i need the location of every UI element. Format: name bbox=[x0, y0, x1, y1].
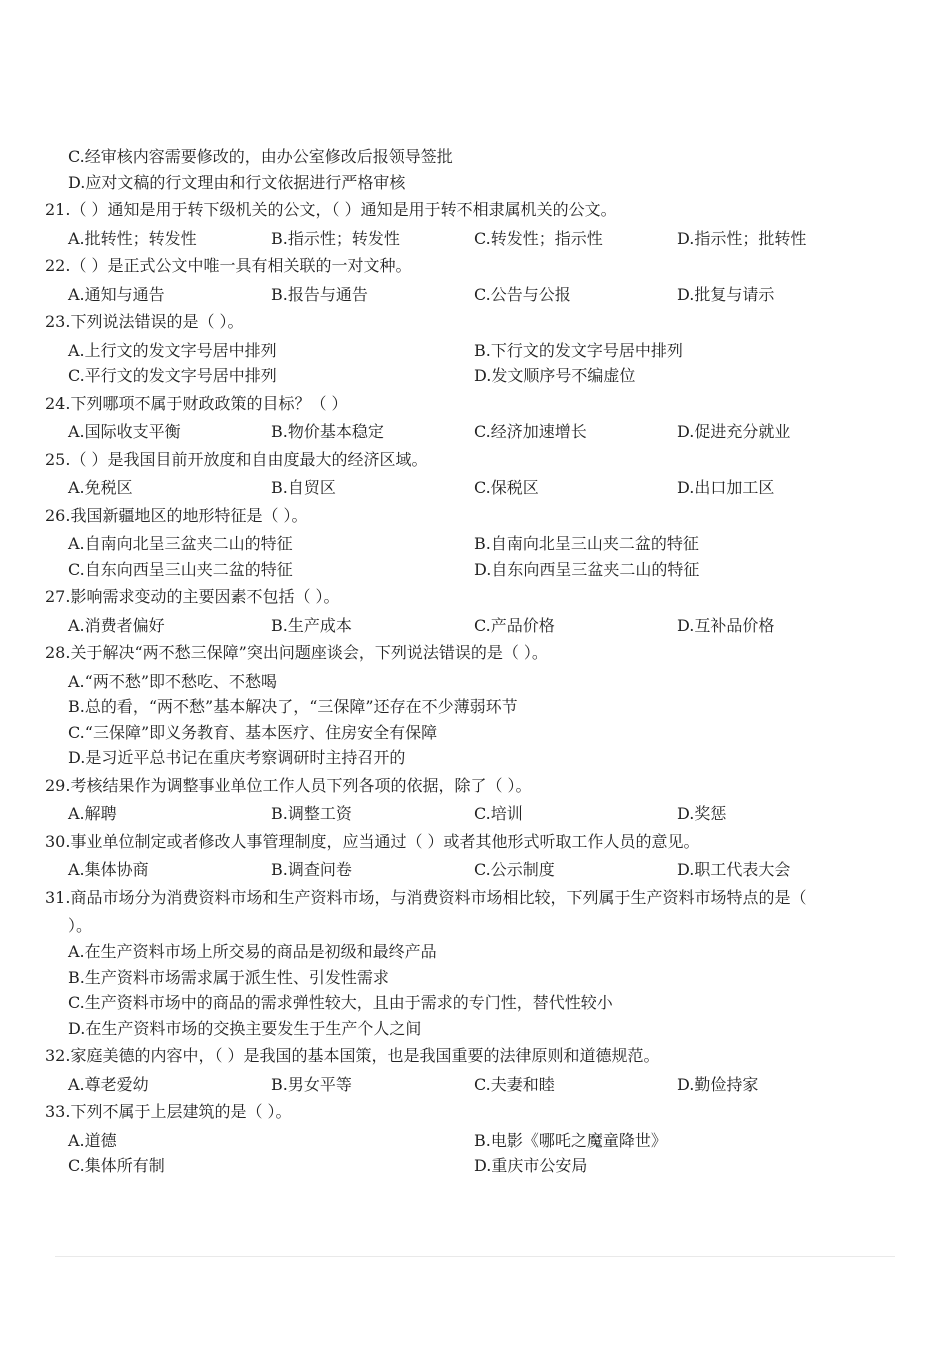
option-a: A.尊老爱幼 bbox=[68, 1074, 149, 1094]
option-row bbox=[0, 282, 950, 308]
option-d: D.是习近平总书记在重庆考察调研时主持召开的 bbox=[68, 748, 406, 767]
option-d: D.批复与请示 bbox=[677, 284, 775, 304]
option-row bbox=[0, 965, 950, 991]
question-stem bbox=[0, 582, 950, 613]
option: D.应对文稿的行文理由和行文依据进行严格审核 bbox=[68, 172, 406, 192]
option-row bbox=[0, 990, 950, 1016]
option-d: D.重庆市公安局 bbox=[474, 1156, 588, 1175]
option-d: D.指示性；批转性 bbox=[677, 228, 807, 248]
question-stem bbox=[0, 827, 950, 858]
question-stem bbox=[0, 1041, 950, 1072]
option-d: D.勤俭持家 bbox=[677, 1074, 759, 1094]
option-row bbox=[0, 669, 950, 695]
question-text: 25.（ ）是我国目前开放度和自由度最大的经济区域。 bbox=[45, 449, 428, 469]
option-d: D.促进充分就业 bbox=[677, 422, 791, 441]
option-row bbox=[0, 1016, 950, 1042]
question-text: 29.考核结果作为调整事业单位工作人员下列各项的依据，除了（ ）。 bbox=[45, 775, 532, 795]
option-row bbox=[0, 613, 950, 639]
option-row bbox=[0, 857, 950, 883]
option-row bbox=[0, 801, 950, 827]
option-a: A.上行文的发文字号居中排列 bbox=[68, 340, 277, 360]
option-c: C.转发性；指示性 bbox=[474, 228, 603, 248]
question-text: 28.关于解决“两不愁三保障”突出问题座谈会，下列说法错误的是（ ）。 bbox=[45, 643, 548, 662]
option-row bbox=[0, 720, 950, 746]
option-b: B.男女平等 bbox=[271, 1074, 352, 1094]
option-row bbox=[0, 475, 950, 501]
option-row bbox=[0, 226, 950, 252]
option-row bbox=[0, 363, 950, 389]
option-row bbox=[0, 419, 950, 445]
option-c: C.集体所有制 bbox=[68, 1156, 165, 1175]
option-c: C.公示制度 bbox=[474, 860, 555, 879]
option-d: D.发文顺序号不编虚位 bbox=[474, 366, 636, 385]
option-row bbox=[0, 1128, 950, 1154]
option-a: A.国际收支平衡 bbox=[68, 422, 181, 441]
option-b: B.物价基本稳定 bbox=[271, 422, 384, 441]
option-c: C.保税区 bbox=[474, 478, 539, 497]
question-stem bbox=[0, 638, 950, 669]
option-row bbox=[0, 745, 950, 771]
question-stem bbox=[0, 501, 950, 532]
option-row bbox=[0, 531, 950, 557]
option-b: B.生产成本 bbox=[271, 615, 352, 635]
option-row bbox=[0, 694, 950, 720]
option: C.经审核内容需要修改的，由办公室修改后报领导签批 bbox=[68, 147, 453, 166]
option-c: C.培训 bbox=[474, 804, 523, 823]
option-d: D.互补品价格 bbox=[677, 615, 775, 635]
question-text: 21.（ ）通知是用于转下级机关的公文，（ ）通知是用于转不相隶属机关的公文。 bbox=[45, 200, 617, 219]
option-d: D.在生产资料市场的交换主要发生于生产个人之间 bbox=[68, 1018, 422, 1038]
option-row bbox=[0, 1153, 950, 1179]
option-c: C.夫妻和睦 bbox=[474, 1074, 555, 1094]
question-stem bbox=[0, 1097, 950, 1128]
question-stem bbox=[0, 195, 950, 226]
question-text: 23.下列说法错误的是（ ）。 bbox=[45, 312, 244, 331]
option-b: B.报告与通告 bbox=[271, 284, 368, 304]
option-b: B.指示性；转发性 bbox=[271, 228, 400, 248]
question-text: 30.事业单位制定或者修改人事管理制度，应当通过（ ）或者其他形式听取工作人员的意见。 bbox=[45, 831, 700, 851]
question-stem bbox=[0, 771, 950, 802]
option-a: A.批转性；转发性 bbox=[68, 228, 197, 248]
option-a: A.自南向北呈三盆夹二山的特征 bbox=[68, 534, 293, 553]
option-d: D.出口加工区 bbox=[677, 478, 775, 497]
question-stem bbox=[0, 389, 950, 420]
option-b: B.电影《哪吒之魔童降世》 bbox=[474, 1130, 667, 1150]
option-a: A.消费者偏好 bbox=[68, 615, 165, 635]
option-d: D.奖惩 bbox=[677, 804, 727, 823]
option-c: C.公告与公报 bbox=[474, 284, 571, 304]
option-c: C.“三保障”即义务教育、基本医疗、住房安全有保障 bbox=[68, 722, 438, 742]
option-a: A.通知与通告 bbox=[68, 284, 165, 304]
question-stem-continued bbox=[0, 913, 950, 939]
option-b: B.生产资料市场需求属于派生性、引发性需求 bbox=[68, 967, 389, 987]
question-text-continued: ）。 bbox=[68, 916, 93, 935]
option-b: B.总的看，“两不愁”基本解决了，“三保障”还存在不少薄弱环节 bbox=[68, 697, 518, 716]
option-b: B.下行文的发文字号居中排列 bbox=[474, 340, 683, 360]
option-b: B.调查问卷 bbox=[271, 860, 352, 879]
option-row bbox=[0, 144, 950, 170]
option-d: D.自东向西呈三盆夹二山的特征 bbox=[474, 559, 700, 579]
option-a: A.免税区 bbox=[68, 478, 133, 497]
option-row bbox=[0, 939, 950, 965]
option-c: C.生产资料市场中的商品的需求弹性较大，且由于需求的专门性，替代性较小 bbox=[68, 993, 613, 1012]
option-row bbox=[0, 1072, 950, 1098]
option-a: A.道德 bbox=[68, 1130, 117, 1150]
footer-divider bbox=[55, 1256, 895, 1257]
question-text: 31.商品市场分为消费资料市场和生产资料市场，与消费资料市场相比较，下列属于生产资料市场特点的是（ bbox=[45, 887, 807, 907]
question-text: 24.下列哪项不属于财政政策的目标？（ ） bbox=[45, 393, 348, 413]
option-c: C.经济加速增长 bbox=[474, 422, 587, 441]
question-stem bbox=[0, 445, 950, 476]
question-list bbox=[0, 144, 950, 1179]
option-c: C.产品价格 bbox=[474, 615, 555, 635]
option-a: A.集体协商 bbox=[68, 860, 149, 879]
question-text: 33.下列不属于上层建筑的是（ ）。 bbox=[45, 1102, 292, 1121]
question-text: 22.（ ）是正式公文中唯一具有相关联的一对文种。 bbox=[45, 256, 412, 275]
option-c: C.平行文的发文字号居中排列 bbox=[68, 366, 277, 385]
option-b: B.自贸区 bbox=[271, 478, 336, 497]
question-text: 26.我国新疆地区的地形特征是（ ）。 bbox=[45, 505, 308, 525]
option-a: A.在生产资料市场上所交易的商品是初级和最终产品 bbox=[68, 942, 437, 961]
question-stem bbox=[0, 883, 950, 914]
option-row bbox=[0, 338, 950, 364]
option-a: A.“两不愁”即不愁吃、不愁喝 bbox=[68, 671, 278, 691]
question-text: 27.影响需求变动的主要因素不包括（ ）。 bbox=[45, 587, 340, 606]
question-text: 32.家庭美德的内容中，（ ）是我国的基本国策，也是我国重要的法律原则和道德规范。 bbox=[45, 1046, 660, 1065]
option-b: B.调整工资 bbox=[271, 804, 352, 823]
option-a: A.解聘 bbox=[68, 804, 117, 823]
option-b: B.自南向北呈三山夹二盆的特征 bbox=[474, 534, 699, 553]
option-row bbox=[0, 557, 950, 583]
question-stem bbox=[0, 307, 950, 338]
option-c: C.自东向西呈三山夹二盆的特征 bbox=[68, 559, 293, 579]
option-row bbox=[0, 170, 950, 196]
question-stem bbox=[0, 251, 950, 282]
option-d: D.职工代表大会 bbox=[677, 860, 791, 879]
